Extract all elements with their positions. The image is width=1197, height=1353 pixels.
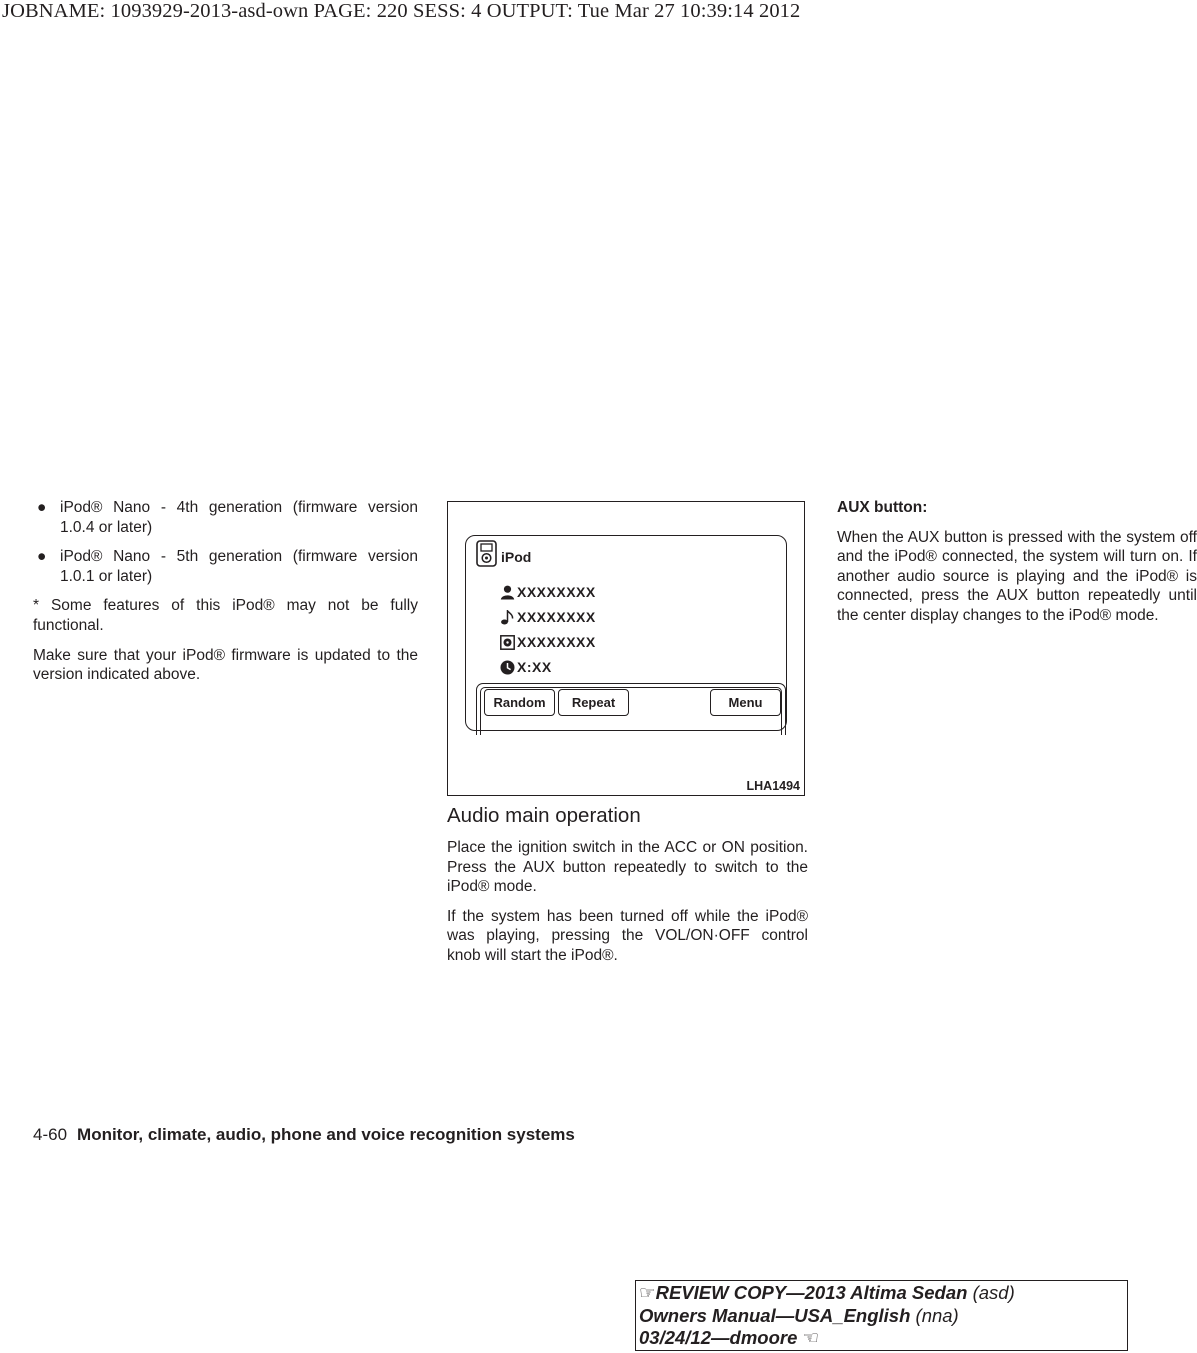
song-note-icon bbox=[500, 610, 515, 625]
clock-icon bbox=[500, 660, 515, 675]
left-column bbox=[33, 498, 418, 695]
ipod-screen-figure bbox=[447, 501, 805, 796]
review-line-1: ☞REVIEW COPY—2013 Altima Sedan (asd) bbox=[639, 1282, 1015, 1303]
button-bar bbox=[476, 683, 786, 735]
page-footer bbox=[33, 1125, 575, 1145]
section-heading: Audio main operation bbox=[447, 804, 641, 827]
aux-button-paragraph: When the AUX button is pressed with the system off and the iPod® connected, the system will turn on. If another audio source is playing and the iPod® is connected, press the AUX button repeatedly until the center display changes to the iPod® mode. bbox=[837, 528, 1197, 624]
artist-icon bbox=[500, 585, 515, 600]
menu-button[interactable]: Menu bbox=[710, 689, 781, 716]
bullet-icon: ● bbox=[37, 548, 47, 566]
ipod-device-icon bbox=[476, 540, 497, 567]
review-line-2: Owners Manual—USA_English (nna) bbox=[639, 1304, 959, 1326]
aux-button-heading: AUX button: bbox=[837, 499, 928, 516]
page-number: 4-60 bbox=[33, 1125, 68, 1144]
list-item: ● iPod® Nano - 5th generation (firmware version 1.0.1 or later) bbox=[37, 548, 418, 585]
random-button[interactable]: Random bbox=[484, 689, 555, 716]
bullet-icon: ● bbox=[37, 499, 47, 516]
ipod-screen-title: iPod bbox=[501, 549, 532, 565]
list-item: ● iPod® Nano - 4th generation (firmware version 1.0.4 or later) bbox=[37, 499, 418, 536]
middle-column bbox=[447, 804, 808, 976]
pointer-hand-icon: ☞ bbox=[639, 1282, 656, 1303]
figure-code: LHA1494 bbox=[746, 779, 800, 793]
right-column bbox=[837, 498, 1197, 636]
hand-icon: ☜ bbox=[802, 1327, 820, 1348]
firmware-note: Make sure that your iPod® firmware is updated to the version indicated above. bbox=[33, 646, 418, 684]
ipod-display-screen: iPod XXXXXXXX XXXXXXXX XXXXXXXX X:XX Random Repeat Menu bbox=[465, 535, 787, 731]
review-copy-box bbox=[635, 1280, 1128, 1351]
compatibility-note: * Some features of this iPod® may not be fully functional. bbox=[33, 597, 418, 634]
operation-paragraph: Place the ignition switch in the ACC or ON position. Press the AUX button repeatedly to switch to the iPod® mode. bbox=[447, 839, 808, 896]
job-header: JOBNAME: 1093929-2013-asd-own PAGE: 220 SESS: 4 OUTPUT: Tue Mar 27 10:39:14 2012 bbox=[2, 0, 801, 22]
resume-paragraph: If the system has been turned off while the iPod® was playing, pressing the VOL/ON·OFF control knob will start the iPod®. bbox=[447, 907, 808, 964]
album-icon bbox=[500, 635, 515, 650]
section-title: Monitor, climate, audio, phone and voice recognition systems bbox=[77, 1125, 575, 1144]
review-line-3: 03/24/12—dmoore ☜ bbox=[639, 1327, 820, 1348]
repeat-button[interactable]: Repeat bbox=[558, 689, 629, 716]
